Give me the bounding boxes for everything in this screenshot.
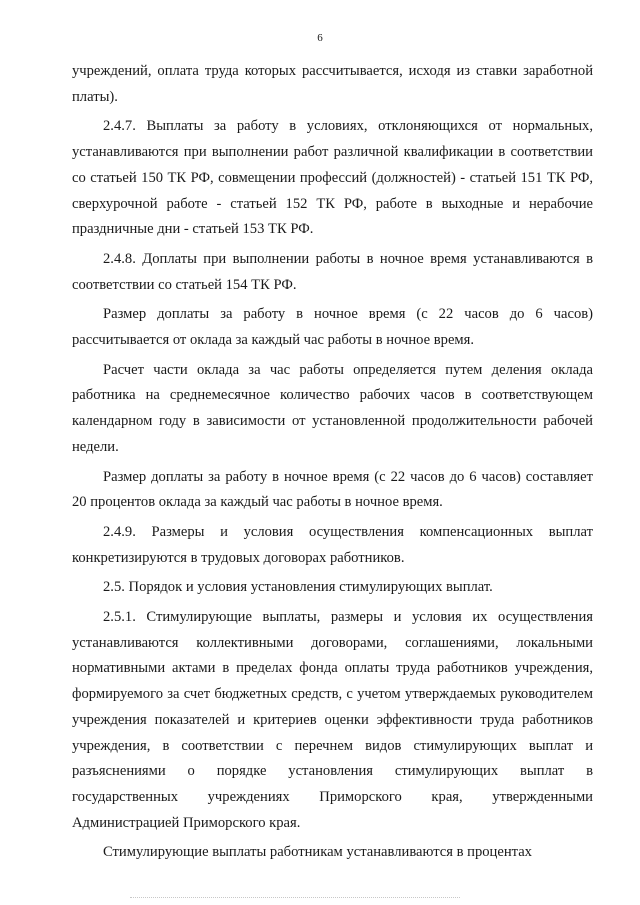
page-number: 6 (317, 32, 323, 44)
scan-artifact-line (130, 897, 460, 899)
paragraph-2-5-1: 2.5.1. Стимулирующие выплаты, размеры и условия их осуществления устанавливаются коллективными договорами, соглашениями, локальными нормативными актами в пределах фонда оплаты труда работников учреждения, формируемого за счет бюджетных средств, с учетом утверждаемых руководителем учреждения показателей и критериев оценки эффективности труда работников учреждения, в соответствии с перечнем видов стимулирующих выплат и разъяснениями о порядке установления стимулирующих выплат в государственных учреждениях Приморского края, утвержденными Администрацией Приморского края. (72, 609, 593, 831)
paragraph-night-pay-size: Размер доплаты за работу в ночное время (с 22 часов до 6 часов) составляет 20 процентов оклада за каждый час работы в ночное время. (72, 468, 593, 511)
paragraph-2-4-7: 2.4.7. Выплаты за работу в условиях, отклоняющихся от нормальных, устанавливаются при выполнении работ различной квалификации в соответствии со статьей 150 ТК РФ, совмещении профессий (должностей) - статьей 151 ТК РФ, сверхурочной работе - статьей 152 ТК РФ, работе в выходные и нерабочие праздничные дни - статьей 153 ТК РФ. (72, 118, 593, 238)
paragraph-hourly-rate: Расчет части оклада за час работы определяется путем деления оклада работника на среднемесячное количество рабочих часов в соответствующем календарном году в зависимости от установленной продолжительности рабочей недели. (72, 361, 593, 455)
paragraph-incentive-percent: Стимулирующие выплаты работникам устанавливаются в процентах (103, 844, 532, 861)
paragraph-continuation: учреждений, оплата труда которых рассчитывается, исходя из ставки заработной платы). (72, 63, 593, 105)
paragraph-night-pay-calculation: Размер доплаты за работу в ночное время (с 22 часов до 6 часов) рассчитывается от оклада за каждый час работы в ночное время. (72, 306, 593, 349)
paragraph-2-4-9: 2.4.9. Размеры и условия осуществления компенсационных выплат конкретизируются в трудовых договорах работников. (72, 523, 593, 566)
paragraph-2-4-8: 2.4.8. Доплаты при выполнении работы в ночное время устанавливаются в соответствии со статьей 154 ТК РФ. (72, 250, 593, 293)
paragraph-2-5-heading: 2.5. Порядок и условия установления стимулирующих выплат. (103, 579, 493, 596)
document-body (72, 59, 593, 870)
